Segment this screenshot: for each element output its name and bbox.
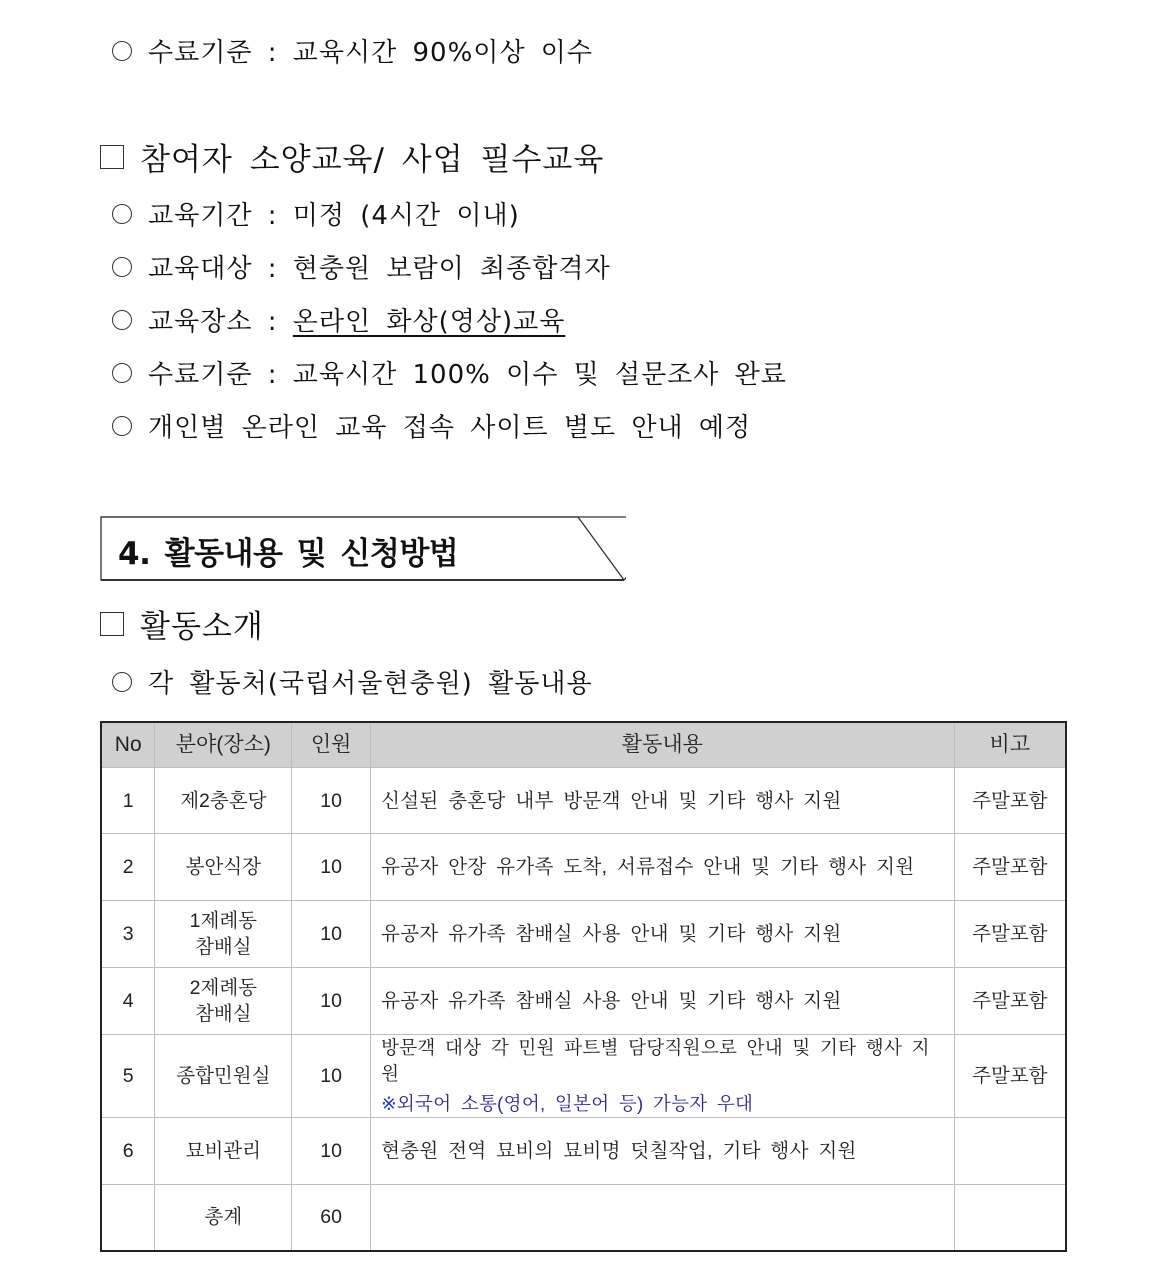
cell-no: 1: [101, 768, 155, 834]
training-site-notice-text: 개인별 온라인 교육 접속 사이트 별도 안내 예정: [148, 413, 752, 443]
table-row: [101, 1035, 1066, 1118]
cell-field-line2: 참배실: [195, 1003, 252, 1025]
header-content: 활동내용: [371, 722, 955, 768]
circle-bullet-icon: [112, 416, 132, 436]
training-target-text: 교육대상 : 현충원 보람이 최종합격자: [148, 254, 611, 284]
cell-field: [155, 968, 292, 1035]
square-bullet-icon: [100, 145, 124, 169]
training-item-target: [112, 248, 611, 285]
cell-field: 묘비관리: [155, 1118, 292, 1185]
circle-bullet-icon: [112, 363, 132, 383]
activity-intro-heading: [100, 601, 264, 646]
cell-content: 유공자 유가족 참배실 사용 안내 및 기타 행사 지원: [371, 901, 955, 968]
section-4-header: [100, 516, 626, 582]
total-label: 총계: [155, 1185, 292, 1251]
cell-count: 10: [292, 768, 371, 834]
cell-content-main: 방문객 대상 각 민원 파트별 담당직원으로 안내 및 기타 행사 지원: [381, 1037, 930, 1084]
total-count: 60: [292, 1185, 371, 1251]
circle-bullet-icon: [112, 672, 132, 692]
training-item-period: [112, 195, 520, 232]
preference-note-text: 외국어 소통(영어, 일본어 등) 가능자 우대: [396, 1093, 754, 1114]
cell-field-line2: 참배실: [195, 936, 252, 958]
cell-remark: [954, 1118, 1066, 1185]
training-item-criteria: [112, 354, 787, 391]
cell-no: 3: [101, 901, 155, 968]
table-total-row: [101, 1185, 1066, 1251]
cell-content: 현충원 전역 묘비의 묘비명 덧칠작업, 기타 행사 지원: [371, 1118, 955, 1185]
cell-count: 10: [292, 834, 371, 901]
cell-content: 신설된 충혼당 내부 방문객 안내 및 기타 행사 지원: [371, 768, 955, 834]
activity-intro-item: [112, 663, 593, 700]
preference-note: [381, 1091, 948, 1117]
cell-field: [155, 901, 292, 968]
activity-table: [100, 721, 1067, 1252]
header-field: 분야(장소): [155, 722, 292, 768]
completion-criteria-text: 수료기준 : 교육시간 90%이상 이수: [148, 38, 593, 68]
training-period-text: 교육기간 : 미정 (4시간 이내): [148, 201, 520, 231]
cell-field: 봉안식장: [155, 834, 292, 901]
table-row: [101, 901, 1066, 968]
circle-bullet-icon: [112, 310, 132, 330]
reference-mark-icon: ※: [381, 1093, 397, 1114]
cell-field: 제2충혼당: [155, 768, 292, 834]
training-criteria-text: 수료기준 : 교육시간 100% 이수 및 설문조사 완료: [148, 360, 787, 390]
circle-bullet-icon: [112, 41, 132, 61]
cell-content: [371, 1035, 955, 1118]
table-row: [101, 768, 1066, 834]
cell-count: 10: [292, 1035, 371, 1118]
cell-count: 10: [292, 1118, 371, 1185]
training-location-label: 교육장소 :: [148, 307, 293, 337]
cell-content: 유공자 안장 유가족 도착, 서류접수 안내 및 기타 행사 지원: [371, 834, 955, 901]
cell-remark: 주말포함: [954, 834, 1066, 901]
cell-content: [371, 1185, 955, 1251]
circle-bullet-icon: [112, 204, 132, 224]
table-header-row: [101, 722, 1066, 768]
cell-no: [101, 1185, 155, 1251]
cell-remark: 주말포함: [954, 1035, 1066, 1118]
training-section-heading: [100, 134, 604, 179]
header-count: 인원: [292, 722, 371, 768]
training-heading-text: 참여자 소양교육/ 사업 필수교육: [140, 142, 605, 178]
table-row: [101, 968, 1066, 1035]
activity-intro-text: 활동소개: [140, 609, 264, 645]
cell-count: 10: [292, 901, 371, 968]
training-item-site-notice: [112, 407, 751, 444]
cell-remark: [954, 1185, 1066, 1251]
cell-content: 유공자 유가족 참배실 사용 안내 및 기타 행사 지원: [371, 968, 955, 1035]
cell-count: 10: [292, 968, 371, 1035]
cell-no: 5: [101, 1035, 155, 1118]
circle-bullet-icon: [112, 257, 132, 277]
training-location-value: 온라인 화상(영상)교육: [292, 307, 566, 337]
cell-no: 2: [101, 834, 155, 901]
header-no: No: [101, 722, 155, 768]
cell-field-line1: 1제례동: [189, 910, 257, 932]
table-row: [101, 834, 1066, 901]
header-remark: 비고: [954, 722, 1066, 768]
cell-remark: 주말포함: [954, 901, 1066, 968]
activity-intro-item-text: 각 활동처(국립서울현충원) 활동내용: [148, 669, 593, 699]
cell-no: 4: [101, 968, 155, 1035]
cell-remark: 주말포함: [954, 968, 1066, 1035]
table-row: [101, 1118, 1066, 1185]
section-4-title: 4. 활동내용 및 신청방법: [118, 536, 459, 572]
cell-field: 종합민원실: [155, 1035, 292, 1118]
training-item-location: [112, 301, 581, 338]
square-bullet-icon: [100, 612, 124, 636]
cell-remark: 주말포함: [954, 768, 1066, 834]
completion-criteria-item: [112, 32, 593, 69]
cell-field-line1: 2제례동: [189, 977, 257, 999]
cell-no: 6: [101, 1118, 155, 1185]
